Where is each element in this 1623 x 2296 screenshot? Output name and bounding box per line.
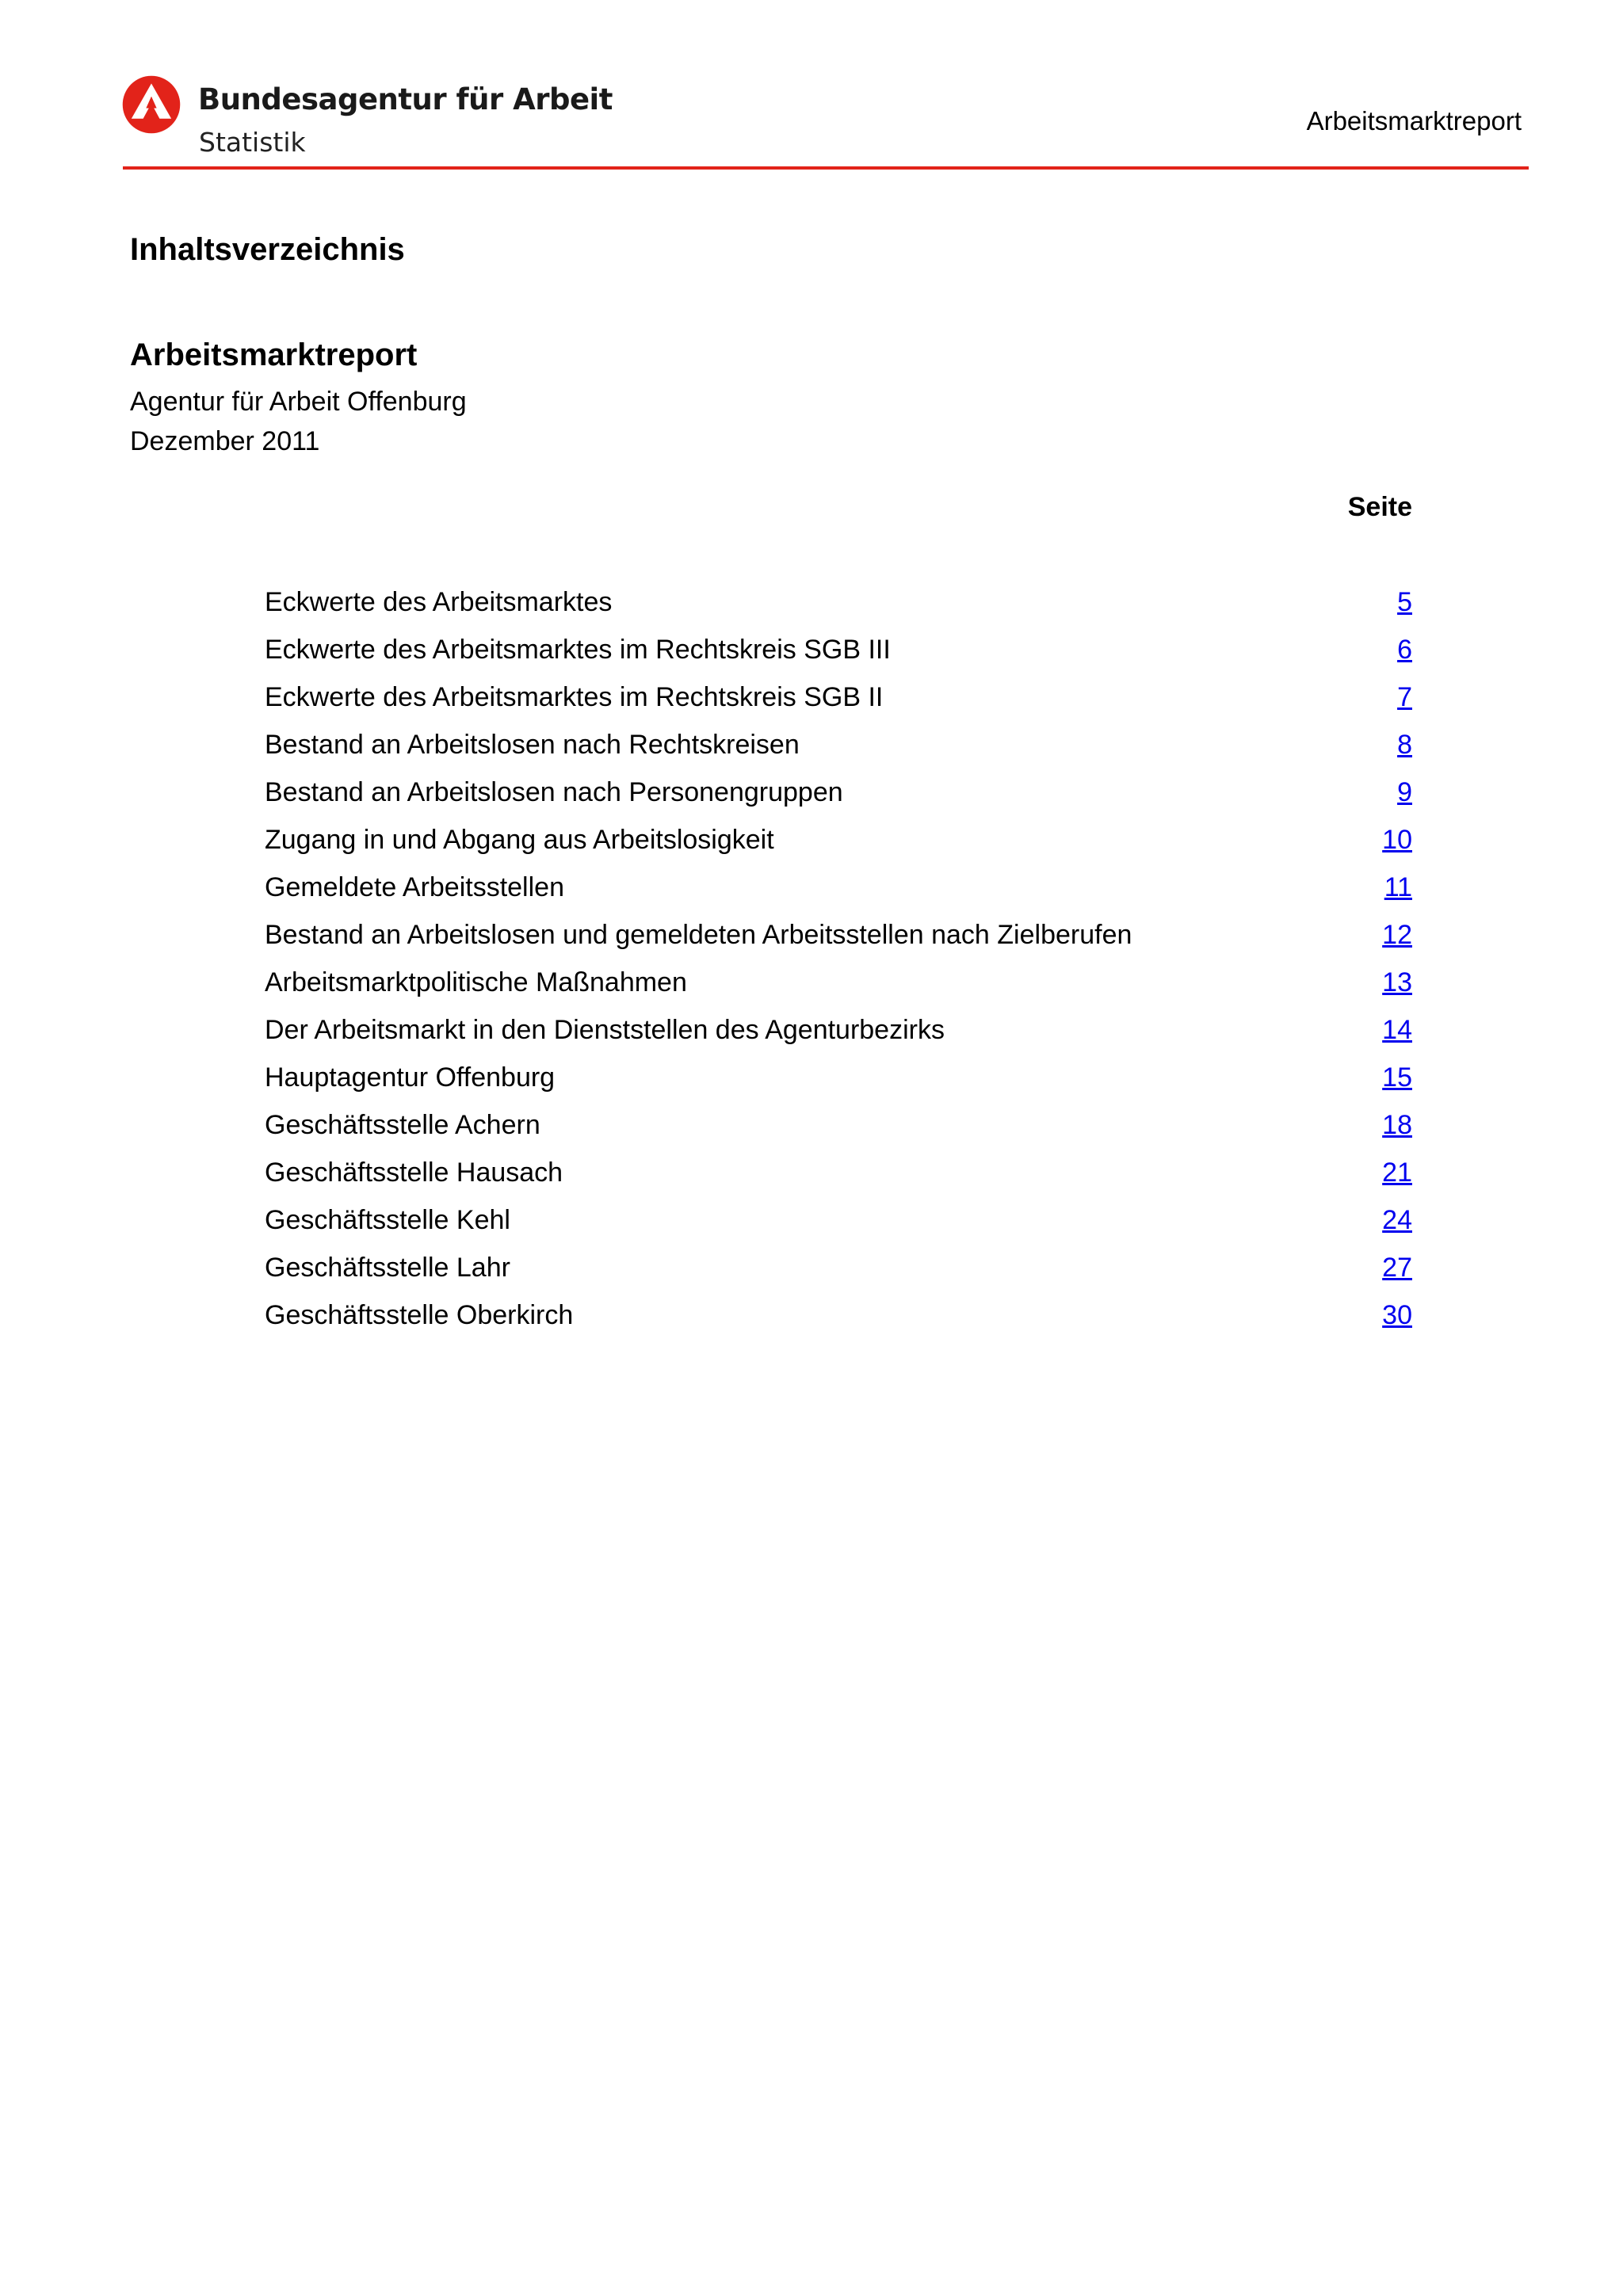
toc-entry-label: Bestand an Arbeitslosen nach Rechtskreisen	[265, 730, 800, 760]
toc-entry-label: Geschäftsstelle Lahr	[265, 1253, 510, 1283]
document-type-label: Arbeitsmarktreport	[1306, 106, 1522, 135]
toc-entry-label: Eckwerte des Arbeitsmarktes im Rechtskreis SGB II	[265, 682, 884, 712]
toc-entry-label: Arbeitsmarktpolitische Maßnahmen	[265, 967, 687, 997]
toc-entry-label: Hauptagentur Offenburg	[265, 1062, 556, 1093]
toc-entry	[265, 822, 1412, 869]
page-column-label: Seite	[1347, 492, 1412, 522]
toc-page-link[interactable]: 14	[1382, 1015, 1412, 1045]
toc-entry-label: Geschäftsstelle Kehl	[265, 1205, 510, 1235]
toc-entry-label: Bestand an Arbeitslosen nach Personengruppen	[265, 777, 843, 807]
toc-entry	[265, 917, 1412, 964]
toc-page-link[interactable]: 10	[1382, 825, 1412, 855]
organization-division: Statistik	[199, 127, 306, 158]
toc-list	[265, 584, 1412, 1344]
toc-page-link[interactable]: 15	[1382, 1062, 1412, 1093]
page-header	[0, 0, 1623, 170]
toc-entry-label: Eckwerte des Arbeitsmarktes	[265, 587, 613, 617]
toc-entry-label: Geschäftsstelle Hausach	[265, 1158, 563, 1188]
toc-entry	[265, 1202, 1412, 1249]
toc-entry	[265, 679, 1412, 727]
toc-entry-label: Geschäftsstelle Achern	[265, 1110, 540, 1140]
toc-entry-label: Zugang in und Abgang aus Arbeitslosigkeit	[265, 825, 774, 855]
ba-logo-icon	[122, 75, 181, 134]
toc-entry-label: Geschäftsstelle Oberkirch	[265, 1300, 574, 1330]
toc-entry	[265, 1107, 1412, 1154]
report-agency: Agentur für Arbeit Offenburg	[130, 387, 467, 417]
toc-page-link[interactable]: 30	[1382, 1300, 1412, 1330]
toc-entry-label: Der Arbeitsmarkt in den Dienststellen des Agenturbezirks	[265, 1015, 945, 1045]
toc-page-link[interactable]: 8	[1397, 730, 1412, 760]
toc-entry	[265, 1297, 1412, 1344]
toc-entry	[265, 1059, 1412, 1107]
toc-page-link[interactable]: 5	[1397, 587, 1412, 617]
toc-page-link[interactable]: 6	[1397, 635, 1412, 665]
toc-page-link[interactable]: 18	[1382, 1110, 1412, 1140]
toc-page-link[interactable]: 21	[1382, 1158, 1412, 1188]
toc-entry	[265, 869, 1412, 917]
toc-page-link[interactable]: 7	[1397, 682, 1412, 712]
toc-entry	[265, 964, 1412, 1012]
toc-page-link[interactable]: 27	[1382, 1253, 1412, 1283]
toc-heading: Inhaltsverzeichnis	[130, 232, 405, 267]
toc-page-link[interactable]: 12	[1382, 920, 1412, 950]
organization-name: Bundesagentur für Arbeit	[198, 82, 613, 116]
toc-page-link[interactable]: 13	[1382, 967, 1412, 997]
toc-entry	[265, 1249, 1412, 1297]
toc-entry	[265, 774, 1412, 822]
toc-entry-label: Gemeldete Arbeitsstellen	[265, 872, 564, 902]
toc-entry	[265, 1012, 1412, 1059]
toc-entry	[265, 727, 1412, 774]
toc-page-link[interactable]: 11	[1384, 872, 1412, 902]
header-divider	[123, 166, 1529, 170]
toc-entry-label: Eckwerte des Arbeitsmarktes im Rechtskreis SGB III	[265, 635, 891, 665]
toc-page-link[interactable]: 9	[1397, 777, 1412, 807]
report-date: Dezember 2011	[130, 426, 320, 456]
toc-entry	[265, 631, 1412, 679]
toc-entry	[265, 584, 1412, 631]
toc-page-link[interactable]: 24	[1382, 1205, 1412, 1235]
report-title: Arbeitsmarktreport	[130, 338, 418, 372]
toc-entry-label: Bestand an Arbeitslosen und gemeldeten Arbeitsstellen nach Zielberufen	[265, 920, 1132, 950]
toc-entry	[265, 1154, 1412, 1202]
